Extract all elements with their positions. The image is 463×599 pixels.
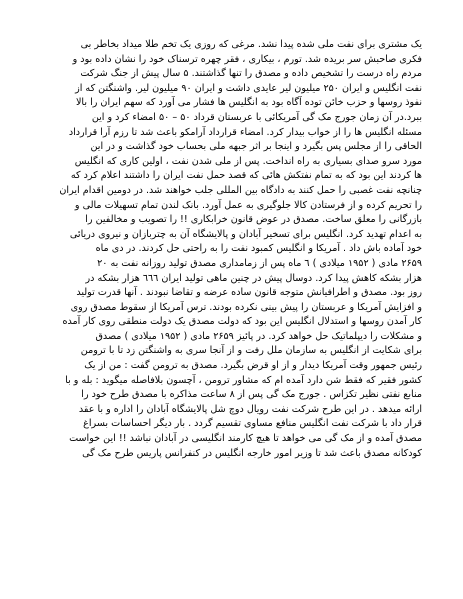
text-line: مسئله انگلیس ها را از خواب بیدار کرد. امضاء قرارداد آرامکو باعث شد تا رزم آرا قرارداد [68,126,422,138]
text-line: روز بود. مصدق و اطرافیانش متوجه قانون ساده عرضه و تقاضا نبودند . آنها قدرت تولید [76,287,422,299]
text-line: ببرد.در آن زمان جورج مک گی آمریکائی با عربستان قرداد ۵۰ – ۵۰ امضاء کرد و این [91,111,422,123]
text-line: هزار بشکه کاهش پیدا کرد. دوسال پیش در چنین ماهی تولید ایران ٦٦٦ هزار بشکه در [85,272,422,284]
text-line: منابع نفتی نظیر تکزاس . جورج مک گی پس از ۸ ساعت مذاکره با مصدق طرح خود را [81,389,422,401]
text-line: چنانچه نفت غصبی را حمل کنند به دادگاه بین المللی جلب خواهند شد. در دومین اقدام ایران [59,184,422,196]
body-text [40,38,422,461]
text-line: کودکانه مصدق باعث شد تا وزیر امور خارجه انگلیس در کنفرانس پاریس طرح مک گی [82,447,422,459]
text-line: بازرگانی را معلق ساخت. مصدق در عوض قانون خرابکاری !! را تصویب و مخالفین را [85,214,422,226]
text-line: کشور فقیر که فقط شن دارد آمده ام که مشاور ترومن ، آچسون بلافاصله میگوید : بله و با [65,374,422,386]
text-line: را تحریم کرده و از فرستادن کالا جلوگیری به عمل آورد. بانک لندن تمام تسهیلات مالی و [74,199,422,211]
text-line: الحاقی را از مجلس پس بگیرد و اینجا بر اثر جبهه ملی بحساب خود گذاشت و در این [90,141,422,153]
text-line: قرار داد با شرکت نفت انگلیس منافع مساوی تقسیم گردد . بار دیگر احساسات بسراغ [83,418,422,430]
text-line: نفوذ روسها و حزب خائن توده آگاه بود به انگلیس ها فشار می آورد که سهم ایران را بالا [75,97,422,109]
text-line: مردم راه درست را تشخیص داده و مصدق را تنها گذاشتند. ۵ سال پیش از جنگ شرکت [80,68,422,80]
text-line: کار آمدن روسها و استدلال انگلیس این بود که دولت مصدق یک دولت منطقی روی کار آمده [62,316,422,328]
text-line: برای شکایت از انگلیس به سازمان ملل رفت و از آنجا سری به واشنگتن زد تا با ترومن [80,345,422,357]
text-line: ارائه میدهد . در این طرح شرکت نفت رویال دوچ شل پالایشگاه آبادان را اداره و با عقد [78,403,422,415]
text-line: خود آماده باش داد . آمریکا و انگلیس کمبود نفت را به راحتی حل کردند. در دی ماه [95,243,422,255]
text-line: به اعدام تهدید کرد. انگلیس برای تسخیر آبادان و پالایشگاه آن به چتربازان و نیروی دریائی [69,228,422,240]
text-line: و مشکلات را دیپلماتیک حل خواهد کرد. در پائیز ۲۶۵۹ مادی ( ۱۹۵۲ میلادی ) مصدق [95,330,422,342]
text-line: فکری صاحبش سر بریده شد. تورم ، بیکاری ، فقر چهره ترسناک خود را نشان داده بود و [72,53,422,65]
text-line: مصدق آمده و از مک گی می خواهد تا هیچ کارمند انگلیسی در آبادان نباشد !! این خواست [69,433,422,445]
text-line: ۲۶۵۹ مادی ( ۱۹۵۲ میلادی ) ٦ ماه پس از زمامداری مصدق تولید روزانه نفت به ۲۰ [97,257,422,269]
text-line: و افزایش آمریکا و عربستان را پیش بینی نکرده بودند. ترس آمریکا از سقوط مصدق روی [70,301,422,313]
text-line: نفت انگلیس و ایران ۲۵۰ میلیون لیر عایدی داشت و ایران ۹۰ میلیون لیر. واشنگتن که از [75,82,422,94]
text-line: مورد سرو صدای بسیاری به راه انداخت. پس از ملی شدن نفت ، اولین کاری که انگلیس [74,155,422,167]
text-line: ها کردند این بود که به تمام نفتکش هائی که قصد حمل نفت ایران را داشتند اعلام کرد که [70,170,422,182]
text-line: رئیس جمهور وقت آمریکا دیدار و از او قرض بگیرد. مصدق به ترومن گفت : من از یک [84,360,422,372]
text-line: یک مشتری برای نفت ملی شده پیدا نشد. مرغی که روزی یک تخم طلا میداد بخاطر بی [80,39,422,50]
